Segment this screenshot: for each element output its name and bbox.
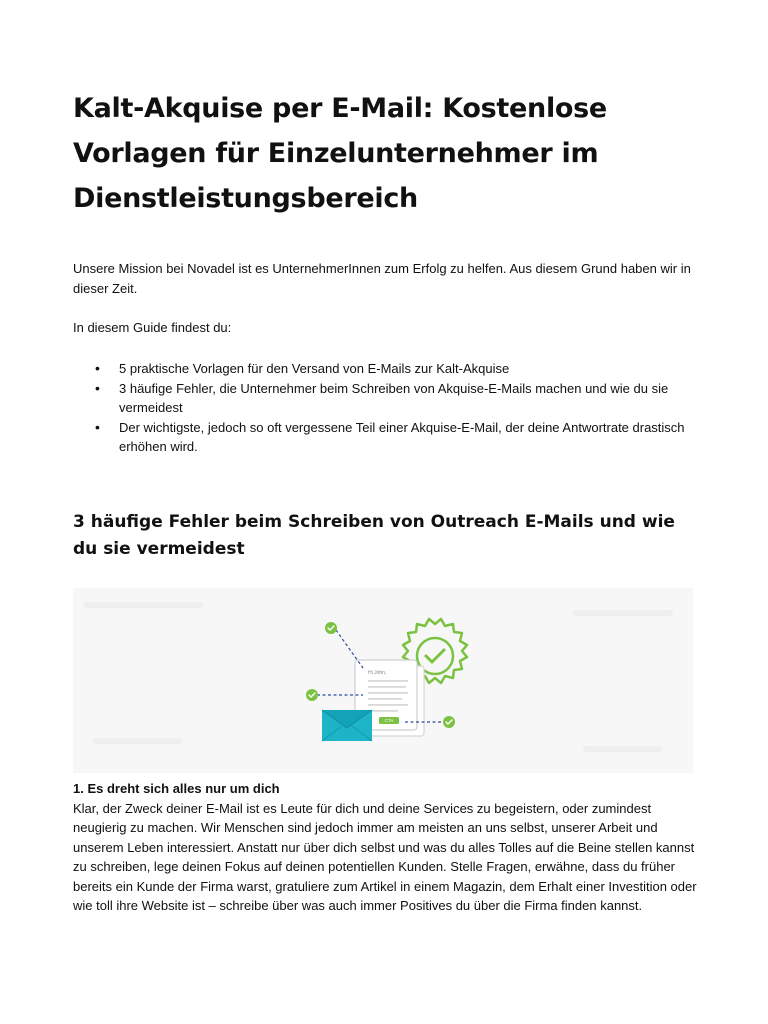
list-item: • Der wichtigste, jedoch so oft vergessene Teil einer Akquise-E-Mail, der deine Antwortrate drastisch erhöhen wird.: [73, 418, 698, 457]
email-illustration: [73, 588, 693, 773]
list-item: • 3 häufige Fehler, die Unternehmer beim Schreiben von Akquise-E-Mails machen und wie du sie vermeidest: [73, 379, 698, 418]
letter-greeting: Hi John,: [368, 670, 387, 676]
letter-cta-label: CTA: [384, 718, 394, 724]
point-1-body: Klar, der Zweck deiner E-Mail ist es Leute für dich und deine Services zu begeistern, oder zumindest neugierig zu machen. Wir Menschen sind jedoch immer am meisten an uns selbst, unserer Arbeit und unserem Leben interessiert. Anstatt nur über dich selbst und was du alles Tolles auf die Beine stellen kannst zu schreiben, lege deinen Fokus auf deinen potentiellen Kunden. Stelle Fragen, erwähne, dass du früher bereits ein Kunde der Firma warst, gratuliere zum Artikel in einem Magazin, dem Erhalt einer Investition oder wie toll ihre Website ist – schreibe über was auch immer Positives du über die Firma finden kannst.: [73, 800, 697, 913]
intro-paragraph: Unsere Mission bei Novadel ist es UnternehmerInnen zum Erfolg zu helfen. Aus diesem Grund haben wir in dieser Zeit.: [73, 261, 691, 296]
check-dot-icon: [443, 716, 455, 728]
guide-intro: In diesem Guide findest du:: [73, 320, 232, 335]
check-dot-icon: [306, 689, 318, 701]
point-1-heading: 1. Es dreht sich alles nur um dich: [73, 781, 280, 796]
section-heading: 3 häufige Fehler beim Schreiben von Outreach E-Mails und wie du sie vermeidest: [73, 512, 675, 559]
envelope-icon: [322, 710, 372, 741]
guide-bullet-list: [73, 359, 698, 457]
page-title: Kalt-Akquise per E-Mail: Kostenlose Vorlagen für Einzelunternehmer im Dienstleistungsbereich: [73, 93, 607, 214]
check-dot-icon: [325, 622, 337, 634]
list-item: • 5 praktische Vorlagen für den Versand von E-Mails zur Kalt-Akquise: [73, 359, 698, 379]
point-1-block: [73, 779, 698, 916]
